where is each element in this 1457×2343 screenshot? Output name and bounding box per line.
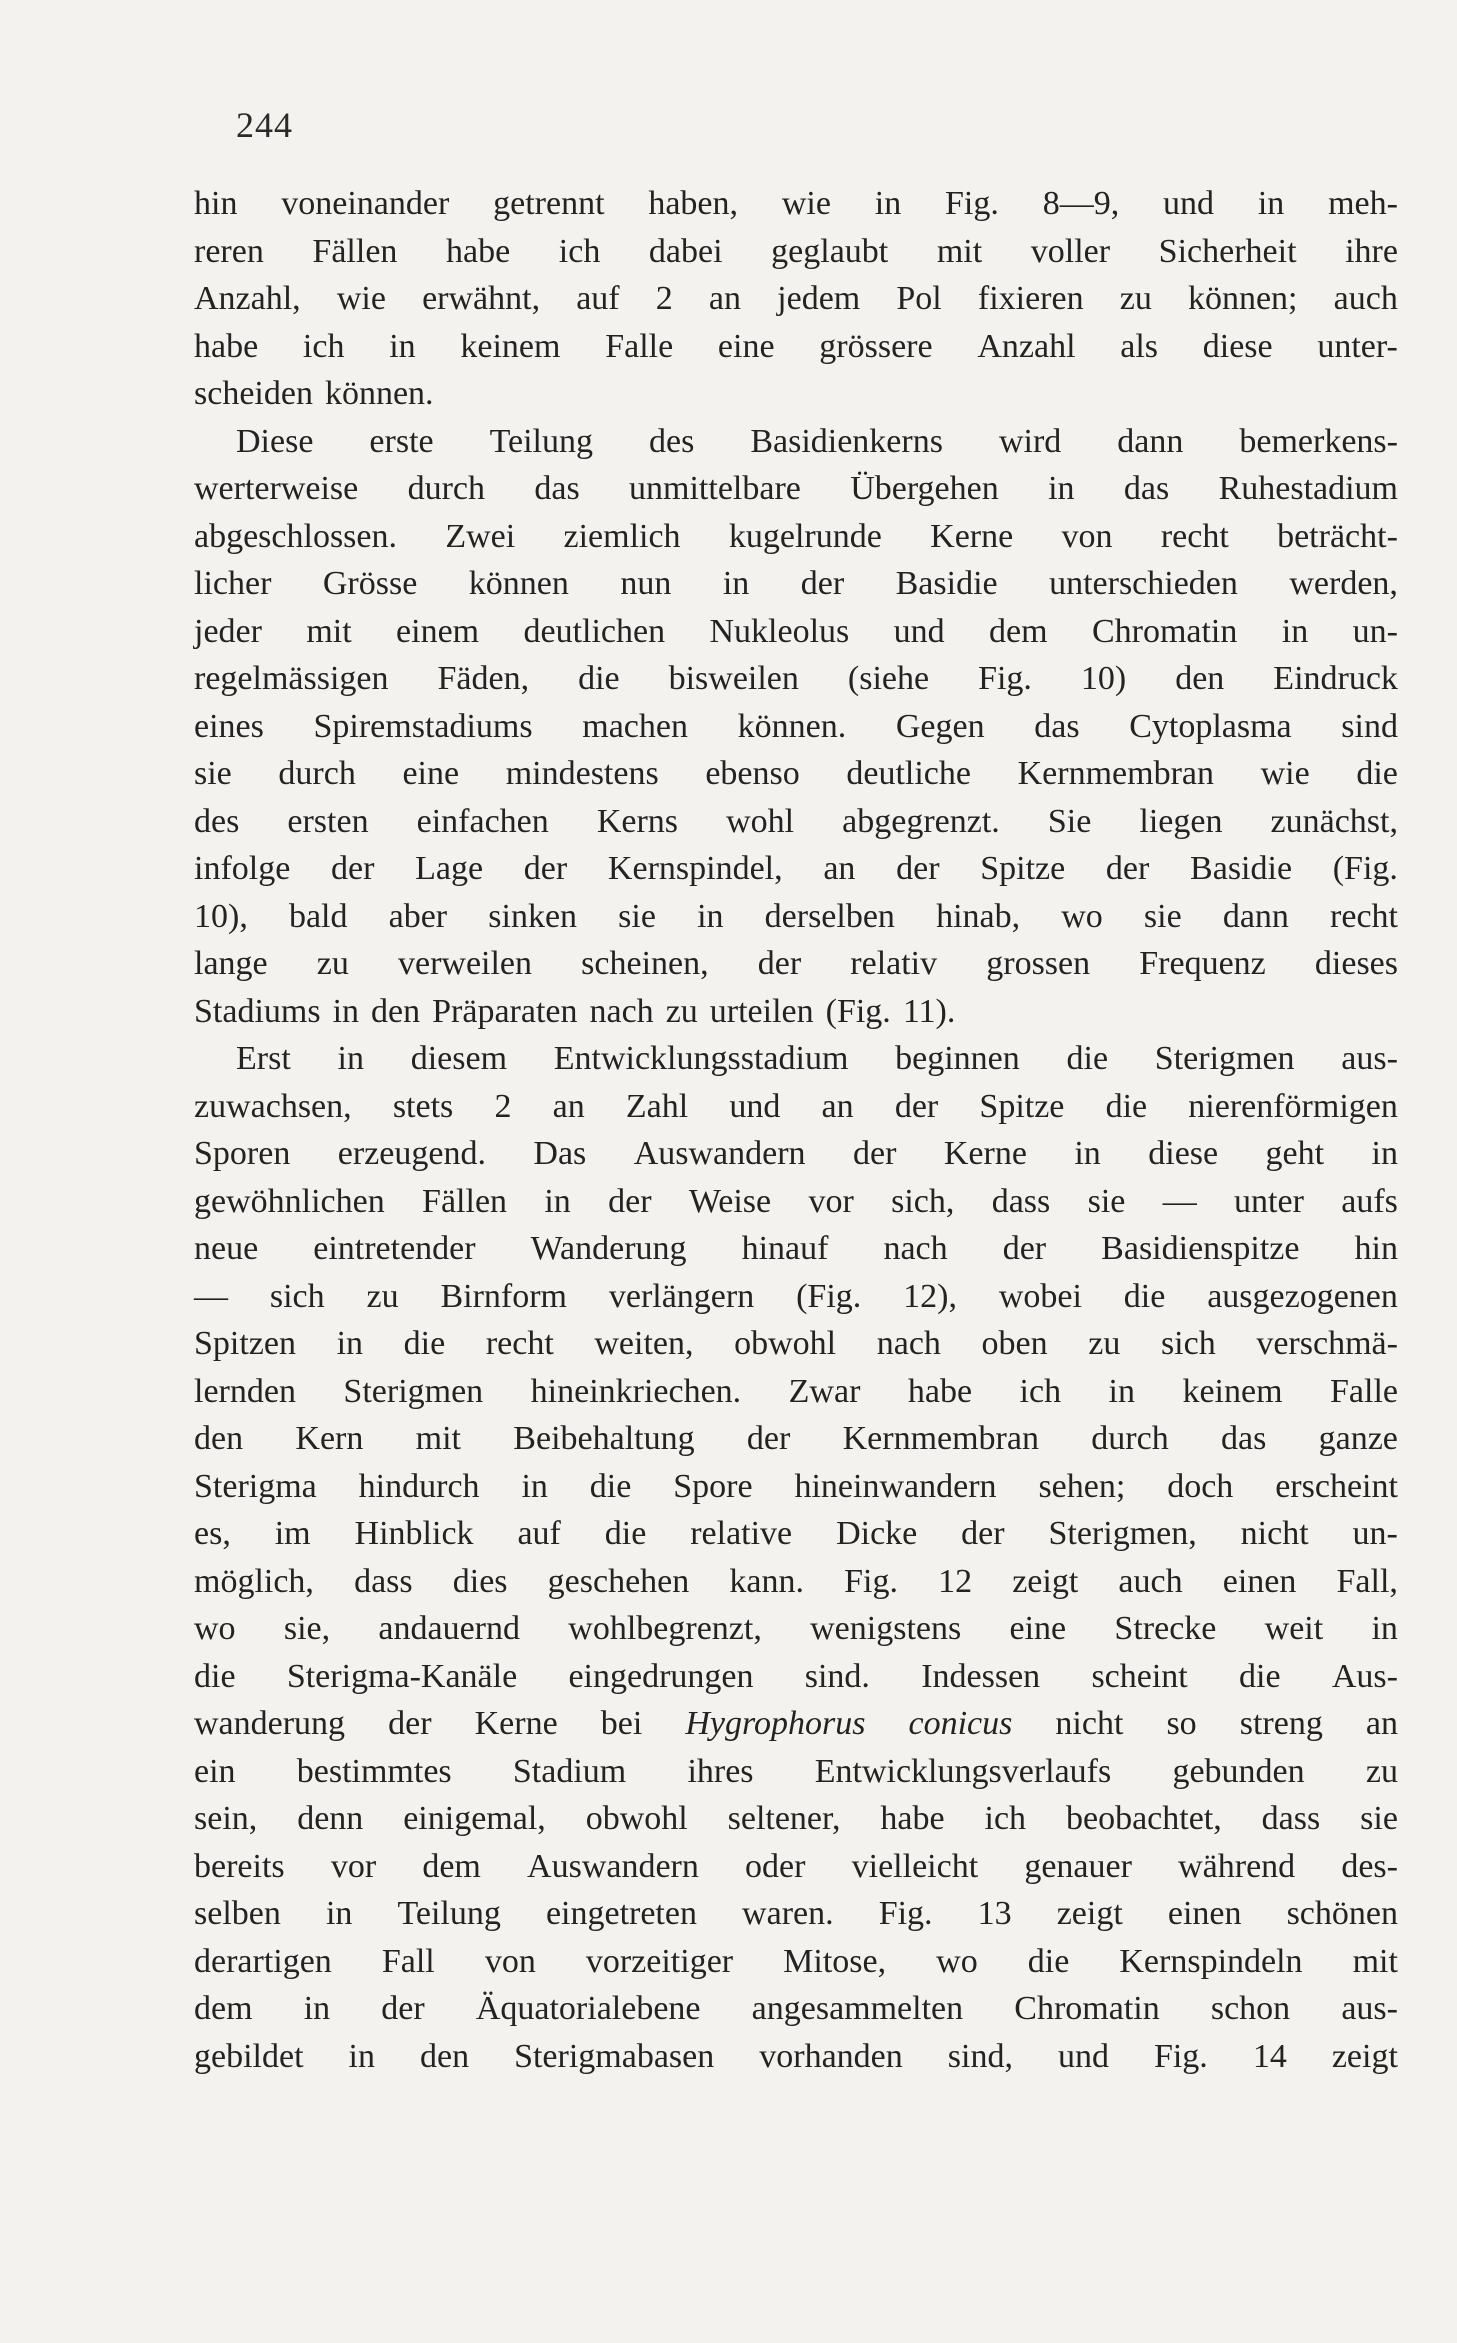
text-line: Sporen erzeugend. Das Auswandern der Kerne in diese geht in [194,1135,1398,1172]
page-number: 244 [236,105,293,145]
text-line: gewöhnlichen Fällen in der Weise vor sich, dass sie — unter aufs [194,1182,1398,1220]
text-line: scheiden können. [194,375,434,412]
text-line: abgeschlossen. Zwei ziemlich kugelrunde Kerne von recht beträcht- [194,517,1398,555]
text-line: jeder mit einem deutlichen Nukleolus und dem Chromatin in un- [194,612,1398,650]
text-line: infolge der Lage der Kernspindel, an der Spitze der Basidie (Fig. [194,850,1398,887]
text-line: eines Spiremstadiums machen können. Gegen das Cytoplasma sind [194,707,1398,745]
text-line: wanderung der Kerne bei Hygrophorus conicus nicht so streng an [194,1705,1398,1742]
text-line: zuwachsen, stets 2 an Zahl und an der Spitze die nierenförmigen [194,1087,1398,1125]
text-line: reren Fällen habe ich dabei geglaubt mit voller Sicherheit ihre [194,232,1398,270]
text-line: Stadiums in den Präparaten nach zu urteilen (Fig. 11). [194,992,956,1030]
text-line: werterweise durch das unmittelbare Übergehen in das Ruhestadium [194,470,1398,507]
text-line: hin voneinander getrennt haben, wie in Fig. 8—9, und in meh- [194,185,1398,222]
body-text [194,180,1398,2080]
text-line: habe ich in keinem Falle eine grössere Anzahl als diese unter- [194,327,1398,365]
text-line: Sterigma hindurch in die Spore hineinwandern sehen; doch erscheint [194,1467,1398,1505]
text-line: lernden Sterigmen hineinkriechen. Zwar habe ich in keinem Falle [194,1372,1398,1410]
text-line: Spitzen in die recht weiten, obwohl nach oben zu sich verschmä- [194,1325,1398,1362]
text-line: dem in der Äquatorialebene angesammelten Chromatin schon aus- [194,1990,1398,2027]
text-line: 10), bald aber sinken sie in derselben hinab, wo sie dann recht [194,897,1398,935]
text-line: derartigen Fall von vorzeitiger Mitose, wo die Kernspindeln mit [194,1942,1398,1980]
text-line: regelmässigen Fäden, die bisweilen (siehe Fig. 10) den Eindruck [194,660,1398,697]
text-line: selben in Teilung eingetreten waren. Fig. 13 zeigt einen schönen [194,1895,1398,1932]
text-line: bereits vor dem Auswandern oder vielleicht genauer während des- [194,1847,1398,1885]
text-line: die Sterigma-Kanäle eingedrungen sind. Indessen scheint die Aus- [194,1657,1398,1695]
text-line: sein, denn einigemal, obwohl seltener, habe ich beobachtet, dass sie [194,1800,1398,1837]
text-line: neue eintretender Wanderung hinauf nach der Basidienspitze hin [194,1230,1398,1267]
text-line: licher Grösse können nun in der Basidie unterschieden werden, [194,565,1398,602]
text-line: den Kern mit Beibehaltung der Kernmembran durch das ganze [194,1420,1398,1457]
text-line: sie durch eine mindestens ebenso deutliche Kernmembran wie die [194,755,1398,792]
text-line: Anzahl, wie erwähnt, auf 2 an jedem Pol fixieren zu können; auch [194,280,1398,317]
text-line: Diese erste Teilung des Basidienkerns wird dann bemerkens- [236,422,1398,460]
text-line: wo sie, andauernd wohlbegrenzt, wenigstens eine Strecke weit in [194,1610,1398,1647]
text-line: es, im Hinblick auf die relative Dicke der Sterigmen, nicht un- [194,1515,1398,1552]
text-line: Erst in diesem Entwicklungsstadium beginnen die Sterigmen aus- [236,1040,1398,1077]
text-line: — sich zu Birnform verlängern (Fig. 12), wobei die ausgezogenen [194,1277,1398,1315]
text-line: ein bestimmtes Stadium ihres Entwicklungsverlaufs gebunden zu [194,1752,1398,1790]
text-line: möglich, dass dies geschehen kann. Fig. 12 zeigt auch einen Fall, [194,1562,1398,1600]
text-line: lange zu verweilen scheinen, der relativ grossen Frequenz dieses [194,945,1398,982]
text-line: des ersten einfachen Kerns wohl abgegrenzt. Sie liegen zunächst, [194,802,1398,840]
text-line: gebildet in den Sterigmabasen vorhanden sind, und Fig. 14 zeigt [194,2037,1398,2075]
